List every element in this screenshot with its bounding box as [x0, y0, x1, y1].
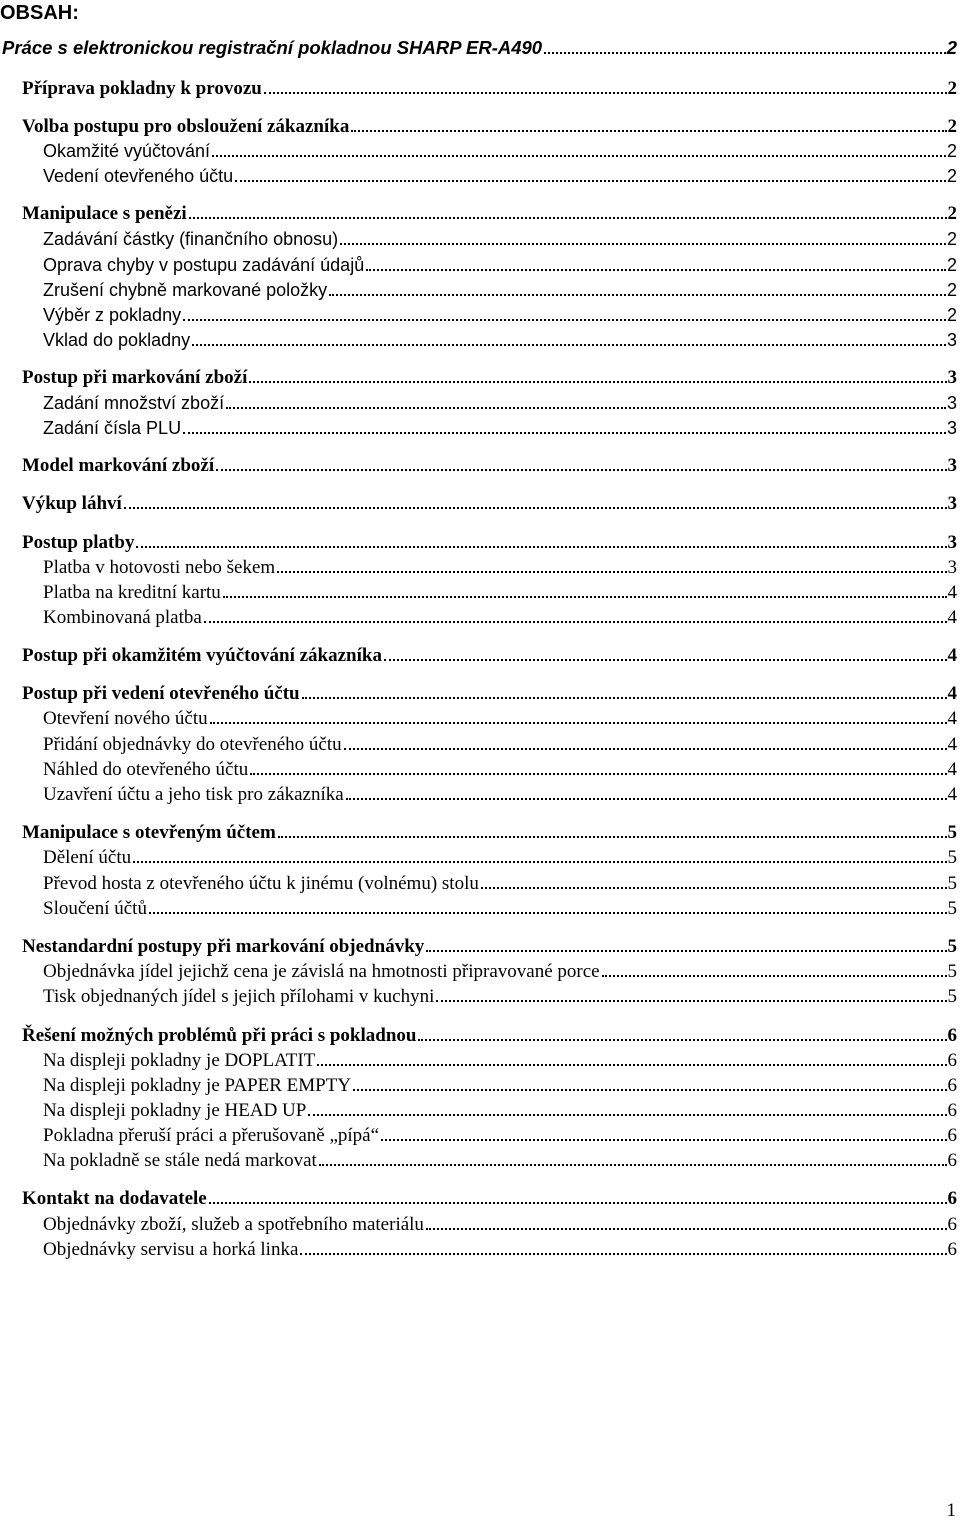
toc-entry-title: Na pokladně se stále nedá markovat — [43, 1150, 317, 1171]
toc-entry-page: 6 — [947, 1075, 957, 1096]
toc-entry-title: Vedení otevřeného účtu — [43, 166, 234, 186]
toc-entry[interactable] — [0, 1213, 957, 1237]
toc-entry-title: Postup platby — [22, 532, 135, 553]
toc-entry[interactable] — [0, 644, 957, 668]
toc-entry-page: 4 — [947, 759, 957, 780]
toc-entry[interactable] — [0, 581, 957, 605]
toc-entry-page: 5 — [947, 898, 957, 919]
dot-leader — [544, 51, 946, 54]
dot-leader — [300, 1252, 946, 1255]
toc-entry-page: 2 — [946, 280, 957, 300]
toc-entry-title: Zadání množství zboží — [43, 393, 225, 413]
toc-entry-page: 2 — [947, 116, 957, 137]
toc-entry[interactable] — [0, 733, 957, 757]
toc-entry-page: 5 — [947, 873, 957, 894]
toc-entry-page: 3 — [947, 493, 957, 514]
toc-entry-page: 3 — [946, 418, 957, 438]
dot-leader — [317, 1063, 946, 1066]
toc-entry[interactable] — [0, 606, 957, 630]
toc-entry-title: Výběr z pokladny — [43, 305, 182, 325]
toc-entry-title: Na displeji pokladny je PAPER EMPTY — [43, 1075, 352, 1096]
toc-entry-title: Zrušení chybně markované položky — [43, 280, 328, 300]
dot-leader — [209, 1201, 947, 1204]
toc-entry[interactable] — [0, 36, 957, 60]
toc-entry[interactable] — [0, 1149, 957, 1173]
toc-entry-title: Platba na kreditní kartu — [43, 582, 221, 603]
toc-entry-page: 6 — [947, 1100, 957, 1121]
toc-entry-page: 2 — [946, 37, 957, 58]
dot-leader — [189, 216, 947, 219]
dot-leader — [426, 949, 946, 952]
toc-entry-title: Objednávky zboží, služeb a spotřebního materiálu — [43, 1214, 424, 1235]
toc-entry-title: Postup při okamžitém vyúčtování zákazníka — [22, 645, 382, 666]
dot-leader — [136, 545, 946, 548]
toc-entry-page: 2 — [946, 255, 957, 275]
dot-leader — [216, 468, 946, 471]
dot-leader — [344, 747, 947, 750]
toc-entry[interactable] — [0, 846, 957, 870]
toc-entry[interactable] — [0, 164, 957, 188]
toc-entry-page: 4 — [947, 734, 957, 755]
toc-entry[interactable] — [0, 278, 957, 302]
toc-entry-title: Postup při markování zboží — [22, 367, 248, 388]
toc-entry[interactable] — [0, 1024, 957, 1048]
toc-entry[interactable] — [0, 1049, 957, 1073]
toc-entry-page: 4 — [947, 645, 957, 666]
dot-leader — [235, 179, 946, 182]
dot-leader — [346, 797, 947, 800]
toc-entry-page: 5 — [947, 961, 957, 982]
toc-entry[interactable] — [0, 391, 957, 415]
toc-entry-title: Řešení možných problémů při práci s pokladnou — [22, 1025, 417, 1046]
toc-entry-page: 3 — [947, 557, 957, 578]
toc-entry-title: Náhled do otevřeného účtu — [43, 759, 249, 780]
toc-entry[interactable] — [0, 960, 957, 984]
toc-entry-page: 3 — [947, 367, 957, 388]
toc-entry-page: 2 — [947, 203, 957, 224]
page-number: 1 — [946, 1500, 956, 1521]
dot-leader — [264, 91, 947, 94]
toc-entry-title: Vklad do pokladny — [43, 330, 191, 350]
dot-leader — [384, 658, 947, 661]
dot-leader — [353, 1088, 946, 1091]
toc-entry[interactable] — [0, 1124, 957, 1148]
toc-entry-page: 5 — [947, 986, 957, 1007]
toc-entry-title: Objednávka jídel jejichž cena je závislá na hmotnosti připravované porce — [43, 961, 600, 982]
toc-entry[interactable] — [0, 454, 957, 478]
toc-entry-page: 2 — [946, 229, 957, 249]
toc-entry[interactable] — [0, 783, 957, 807]
toc-entry[interactable] — [0, 707, 957, 731]
dot-leader — [381, 1138, 946, 1141]
toc-entry-title: Volba postupu pro obsloužení zákazníka — [22, 116, 350, 137]
toc-entry-page: 2 — [947, 78, 957, 99]
toc-entry[interactable] — [0, 872, 957, 896]
toc-entry[interactable] — [0, 115, 957, 139]
dot-leader — [366, 268, 946, 271]
toc-entry[interactable] — [0, 1238, 957, 1262]
toc-entry-page: 4 — [947, 683, 957, 704]
dot-leader — [278, 835, 947, 838]
dot-leader — [249, 380, 946, 383]
toc-entry[interactable] — [0, 935, 957, 959]
dot-leader — [183, 431, 946, 434]
toc-entry-page: 3 — [947, 532, 957, 553]
toc-entry-page: 3 — [946, 393, 957, 413]
toc-entry-title: Postup při vedení otevřeného účtu — [22, 683, 300, 704]
toc-heading: OBSAH: — [0, 2, 79, 24]
dot-leader — [124, 506, 947, 509]
toc-entry-title: Sloučení účtů — [43, 898, 147, 919]
toc-entry-page: 2 — [946, 166, 957, 186]
toc-entry-page: 6 — [947, 1188, 957, 1209]
toc-entry-page: 6 — [947, 1150, 957, 1171]
toc-entry-title: Model markování zboží — [22, 455, 215, 476]
toc-entry[interactable] — [0, 77, 957, 101]
toc-entry-page: 2 — [946, 141, 957, 161]
toc-entry[interactable] — [0, 1074, 957, 1098]
toc-entry-title: Zadání čísla PLU — [43, 418, 182, 438]
dot-leader — [149, 911, 947, 914]
toc-entry-page: 4 — [947, 708, 957, 729]
dot-leader — [210, 721, 947, 724]
toc-entry-title: Dělení účtu — [43, 847, 132, 868]
toc-entry-title: Platba v hotovosti nebo šekem — [43, 557, 276, 578]
toc-entry[interactable] — [0, 253, 957, 277]
dot-leader — [250, 772, 946, 775]
toc-entry-title: Práce s elektronickou registrační pokladnou SHARP ER-A490 — [2, 37, 543, 58]
toc-entry-title: Manipulace s penězi — [22, 203, 187, 224]
toc-entry-page: 6 — [947, 1125, 957, 1146]
toc-entry[interactable] — [0, 556, 957, 580]
toc-entry-title: Manipulace s otevřeným účtem — [22, 822, 276, 843]
toc-entry-title: Přidání objednávky do otevřeného účtu — [43, 734, 342, 755]
toc-entry[interactable] — [0, 758, 957, 782]
toc-entry-page: 6 — [947, 1050, 957, 1071]
toc-entry-page: 4 — [947, 582, 957, 603]
toc-entry[interactable] — [0, 303, 957, 327]
dot-leader — [319, 1163, 947, 1166]
toc-entry-title: Okamžité vyúčtování — [43, 141, 211, 161]
toc-entry-page: 3 — [947, 455, 957, 476]
toc-entry[interactable] — [0, 531, 957, 555]
dot-leader — [277, 570, 946, 573]
toc-entry-page: 6 — [947, 1025, 957, 1046]
toc-entry-title: Pokladna přeruší práci a přerušovaně „pípá“ — [43, 1125, 380, 1146]
dot-leader — [223, 595, 947, 598]
dot-leader — [204, 620, 947, 623]
toc-entry[interactable] — [0, 985, 957, 1009]
dot-leader — [302, 696, 947, 699]
dot-leader — [426, 1227, 947, 1230]
toc-entry-title: Zadávání částky (finančního obnosu) — [43, 229, 339, 249]
toc-entry[interactable] — [0, 682, 957, 706]
toc-entry[interactable] — [0, 328, 957, 352]
toc-entry-title: Příprava pokladny k provozu — [22, 78, 262, 99]
dot-leader — [192, 343, 946, 346]
toc-entry[interactable] — [0, 1187, 957, 1211]
toc-entry-title: Uzavření účtu a jeho tisk pro zákazníka — [43, 784, 344, 805]
dot-leader — [183, 318, 946, 321]
toc-entry-page: 4 — [947, 784, 957, 805]
toc-entry-title: Oprava chyby v postupu zadávání údajů — [43, 255, 365, 275]
toc-entry[interactable] — [0, 202, 957, 226]
toc-entry-page: 2 — [946, 305, 957, 325]
toc-entry-title: Kontakt na dodavatele — [22, 1188, 207, 1209]
toc-entry-title: Tisk objednaných jídel s jejich přílohami v kuchyni — [43, 986, 435, 1007]
toc-entry-title: Kombinovaná platba — [43, 607, 202, 628]
toc-entry-page: 4 — [947, 607, 957, 628]
dot-leader — [226, 406, 946, 409]
toc-entry-title: Na displeji pokladny je HEAD UP — [43, 1100, 307, 1121]
dot-leader — [351, 129, 946, 132]
toc-entry-title: Převod hosta z otevřeného účtu k jinému (volnému) stolu — [43, 873, 479, 894]
dot-leader — [308, 1113, 946, 1116]
dot-leader — [329, 293, 946, 296]
dot-leader — [340, 242, 946, 245]
toc-entry-page: 5 — [947, 822, 957, 843]
dot-leader — [418, 1038, 946, 1041]
dot-leader — [212, 154, 946, 157]
toc-entry-page: 5 — [947, 936, 957, 957]
toc-entry-page: 5 — [947, 847, 957, 868]
toc-entry[interactable] — [0, 139, 957, 163]
dot-leader — [602, 974, 947, 977]
dot-leader — [436, 999, 946, 1002]
toc-entry[interactable] — [0, 897, 957, 921]
toc-entry-title: Objednávky servisu a horká linka — [43, 1239, 299, 1260]
toc-entry[interactable] — [0, 1099, 957, 1123]
dot-leader — [133, 860, 946, 863]
toc-entry-title: Výkup láhví — [22, 493, 122, 514]
toc-entry-title: Nestandardní postupy při markování objednávky — [22, 936, 425, 957]
dot-leader — [481, 886, 947, 889]
toc-entry-title: Otevření nového účtu — [43, 708, 208, 729]
toc-entry-title: Na displeji pokladny je DOPLATIT — [43, 1050, 316, 1071]
toc-entry[interactable] — [0, 492, 957, 516]
toc-entry-page: 3 — [946, 330, 957, 350]
toc-entry[interactable] — [0, 416, 957, 440]
toc-entry-page: 6 — [947, 1214, 957, 1235]
toc-entry-page: 6 — [947, 1239, 957, 1260]
toc-entry[interactable] — [0, 821, 957, 845]
toc-entry[interactable] — [0, 227, 957, 251]
toc-entry[interactable] — [0, 366, 957, 390]
